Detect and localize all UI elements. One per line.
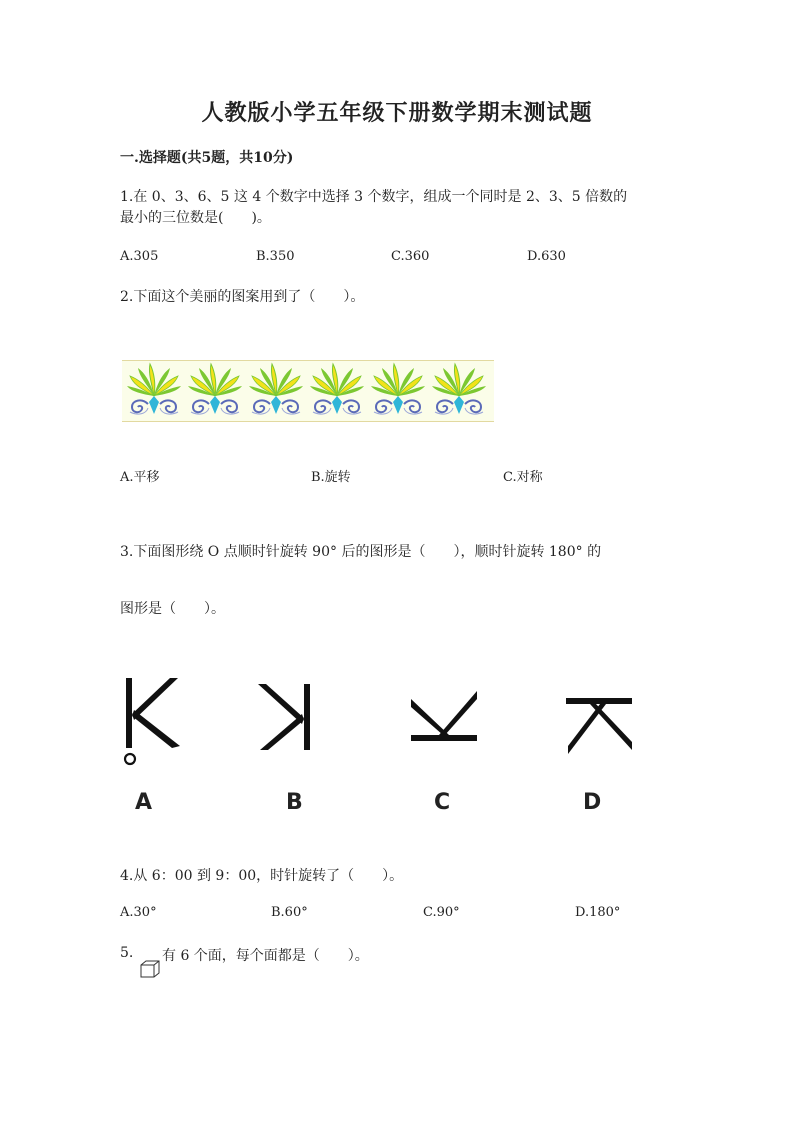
q4-option-a: A.30° <box>120 905 157 920</box>
figure-label-c: C <box>434 790 451 815</box>
question-5-number: 5. <box>120 945 134 961</box>
question-1-line-2: 最小的三位数是( )。 <box>120 210 271 226</box>
question-5-text: 有 6 个面，每个面都是（ ）。 <box>162 948 369 964</box>
question-4-text: 4.从 6：00 到 9：00，时针旋转了（ ）。 <box>120 868 404 884</box>
figure-label-a: A <box>135 790 153 815</box>
figure-label-d: D <box>583 790 602 815</box>
figure-b-mirrored-k <box>252 680 322 760</box>
q2-option-b: B.旋转 <box>311 470 351 485</box>
q4-option-b: B.60° <box>271 905 308 920</box>
q1-option-d: D.630 <box>527 249 566 264</box>
figure-a-letter-k <box>118 672 188 772</box>
q1-option-b: B.350 <box>256 249 295 264</box>
q1-option-c: C.360 <box>391 249 430 264</box>
cube-icon <box>138 958 162 980</box>
question-3-line-1: 3.下面图形绕 O 点顺时针旋转 90° 后的图形是（ ），顺时针旋转 180° 的 <box>120 544 602 560</box>
figure-label-b: B <box>286 790 303 815</box>
point-o-marker <box>125 754 135 764</box>
page-title: 人教版小学五年级下册数学期末测试题 <box>201 100 593 126</box>
q2-option-c: C.对称 <box>503 470 543 485</box>
q4-option-d: D.180° <box>575 905 621 920</box>
q4-option-c: C.90° <box>423 905 460 920</box>
section-heading: 一.选择题(共5题，共10分) <box>120 150 294 166</box>
q1-option-a: A.305 <box>120 249 159 264</box>
figure-c-rotated-k <box>405 685 485 755</box>
q2-option-a: A.平移 <box>120 470 160 485</box>
figure-d-rotated-k <box>560 690 640 760</box>
ornament-band-figure <box>122 360 494 422</box>
question-2-text: 2.下面这个美丽的图案用到了（ ）。 <box>120 289 365 305</box>
question-1-line-1: 1.在 0、3、6、5 这 4 个数字中选择 3 个数字，组成一个同时是 2、3、5 倍数的 <box>120 189 628 205</box>
question-3-line-2: 图形是（ ）。 <box>120 601 225 617</box>
